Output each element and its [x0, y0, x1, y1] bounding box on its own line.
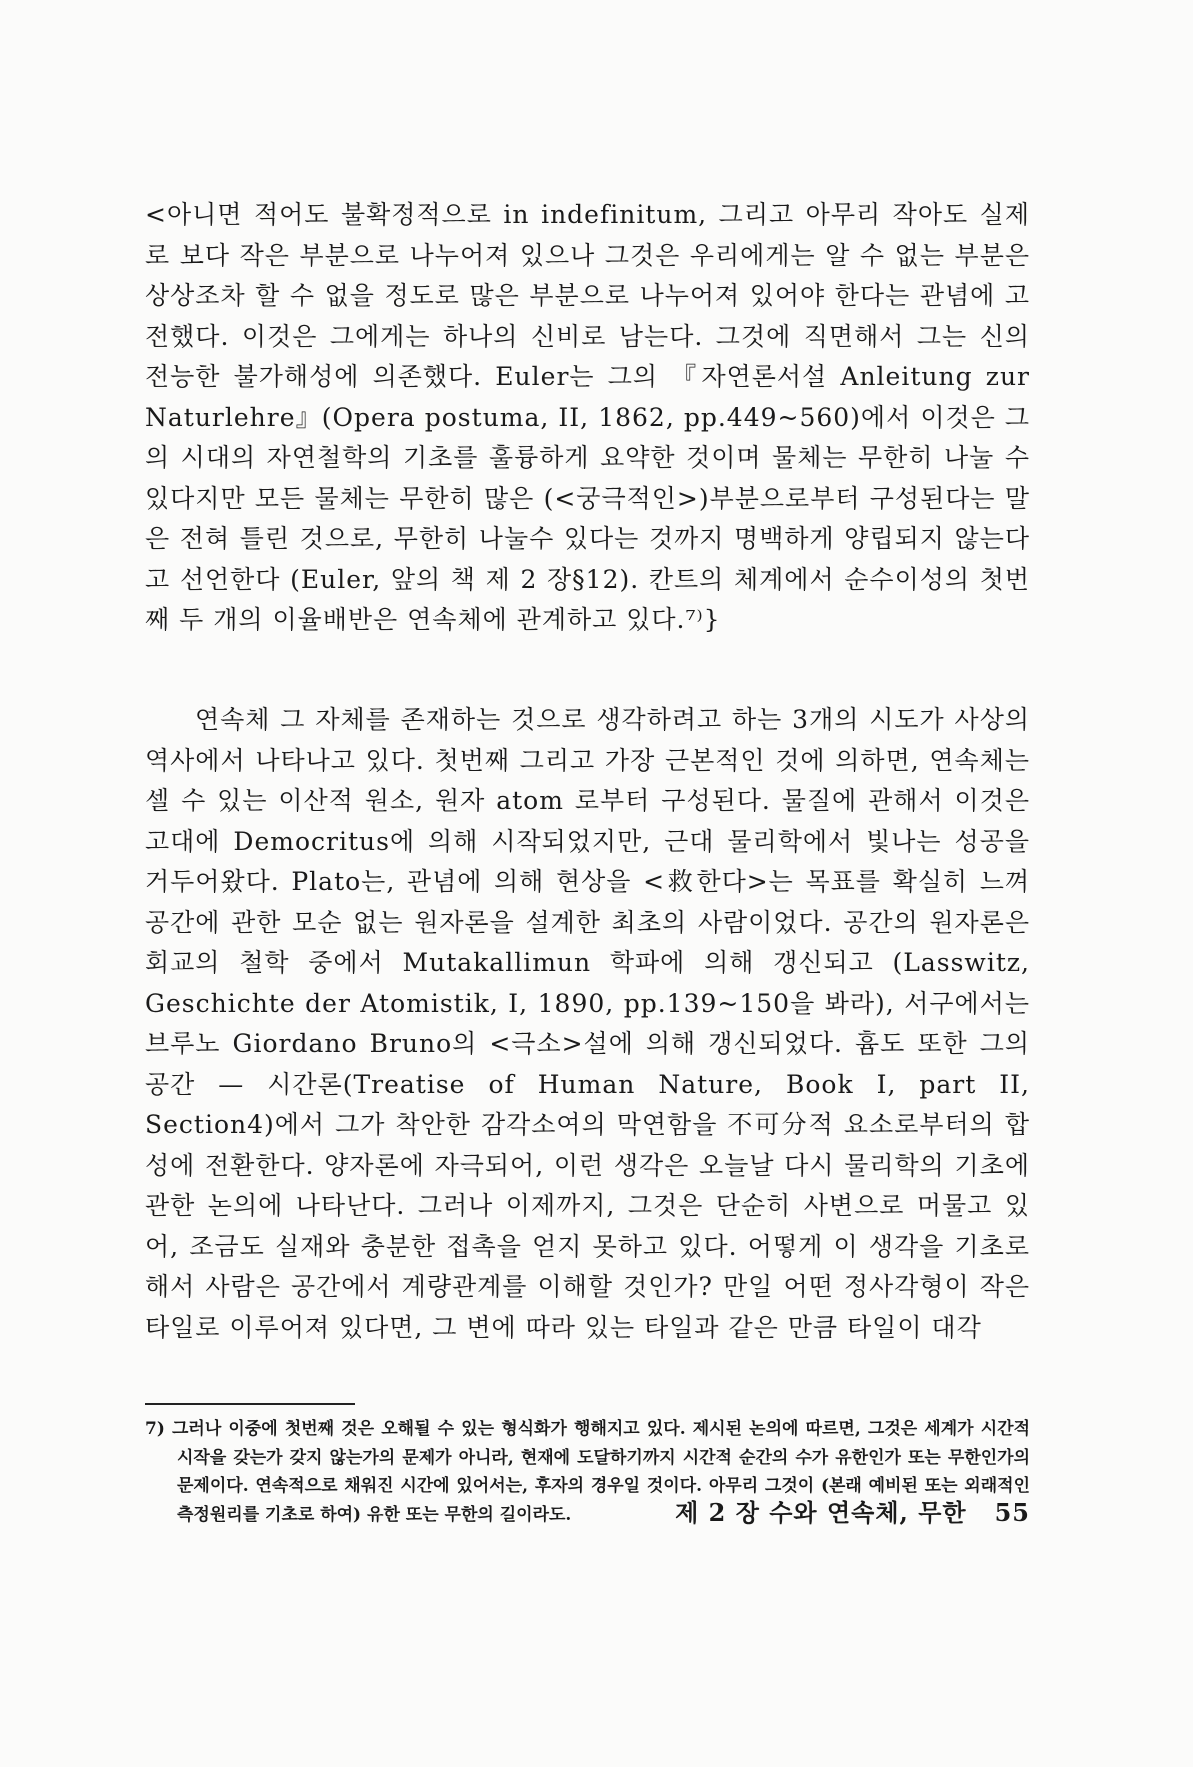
footnote-7: 7) 그러나 이중에 첫번째 것은 오해될 수 있는 형식화가 행해지고 있다. 제시된 논의에 따르면, 그것은 세계가 시간적 시작을 갖는가 갖지 않는가의 문제가 아니라, 현재에 도달하기까지 시간적 순간의 수가 유한인가 또는 무한인가의 문제이다. 연속적으로 채워진 시간에 있어서는, 후자의 경우일 것이다. 아무리 그것이 (본래 예비된 또는 외래적인 측정원리를 기초로 하여) 유한 또는 무한의 길이라도.: [145, 1419, 1030, 1525]
body-paragraph-2: 연속체 그 자체를 존재하는 것으로 생각하려고 하는 3개의 시도가 사상의 역사에서 나타나고 있다. 첫번째 그리고 가장 근본적인 것에 의하면, 연속체는 셀 수 있는 이산적 원소, 원자 atom 로부터 구성된다. 물질에 관해서 이것은 고대에 Democritus에 의해 시작되었지만, 근대 물리학에서 빛나는 성공을 거두어왔다. Plato는, 관념에 의해 현상을 <救한다>는 목표를 확실히 느껴 공간에 관한 모순 없는 원자론을 설계한 최초의 사람이었다. 공간의 원자론은 회교의 철학 중에서 Mutakallimun 학파에 의해 갱신되고 (Lasswitz, Geschichte der Atomistik, I, 1890, pp.139~150을 봐라), 서구에서는 브루노 Giordano Bruno의 <극소>설에 의해 갱신되었다. 흄도 또한 그의 공간 — 시간론(Treatise of Human Nature, Book I, part II, Section4)에서 그가 착안한 감각소여의 막연함을 不可分적 요소로부터의 합성에 전환한다. 양자론에 자극되어, 이런 생각은 오늘날 다시 물리학의 기초에 관한 논의에 나타난다. 그러나 이제까지, 그것은 단순히 사변으로 머물고 있어, 조금도 실재와 충분한 접촉을 얻지 못하고 있다. 어떻게 이 생각을 기초로해서 사람은 공간에서 계량관계를 이해할 것인가? 만일 어떤 정사각형이 작은 타일로 이루어져 있다면, 그 변에 따라 있는 타일과 같은 만큼 타일이 대각: [145, 705, 1030, 1342]
running-head: 제 2 장 수와 연속체, 무한: [675, 1498, 967, 1527]
page-number: 55: [994, 1498, 1030, 1527]
footnote-divider: [145, 1403, 355, 1405]
body-paragraph-1: <아니면 적어도 불확정적으로 in indefinitum, 그리고 아무리 작아도 실제로 보다 작은 부분으로 나누어져 있으나 그것은 우리에게는 알 수 없는 부분은 상상조차 할 수 없을 정도로 많은 부분으로 나누어져 있어야 한다는 관념에 고전했다. 이것은 그에게는 하나의 신비로 남는다. 그것에 직면해서 그는 신의 전능한 불가해성에 의존했다. Euler는 그의 『자연론서설 Anleitung zur Naturlehre』(Opera postuma, II, 1862, pp.449~560)에서 이것은 그의 시대의 자연철학의 기초를 훌륭하게 요약한 것이며 물체는 무한히 나눌 수 있다지만 모든 물체는 무한히 많은 (<궁극적인>)부분으로부터 구성된다는 말은 전혀 틀린 것으로, 무한히 나눌수 있다는 것까지 명백하게 양립되지 않는다고 선언한다 (Euler, 앞의 책 제 2 장§12). 칸트의 체계에서 순수이성의 첫번째 두 개의 이율배반은 연속체에 관계하고 있다.⁷⁾}: [145, 200, 1030, 634]
page-footer: [675, 1493, 1030, 1528]
